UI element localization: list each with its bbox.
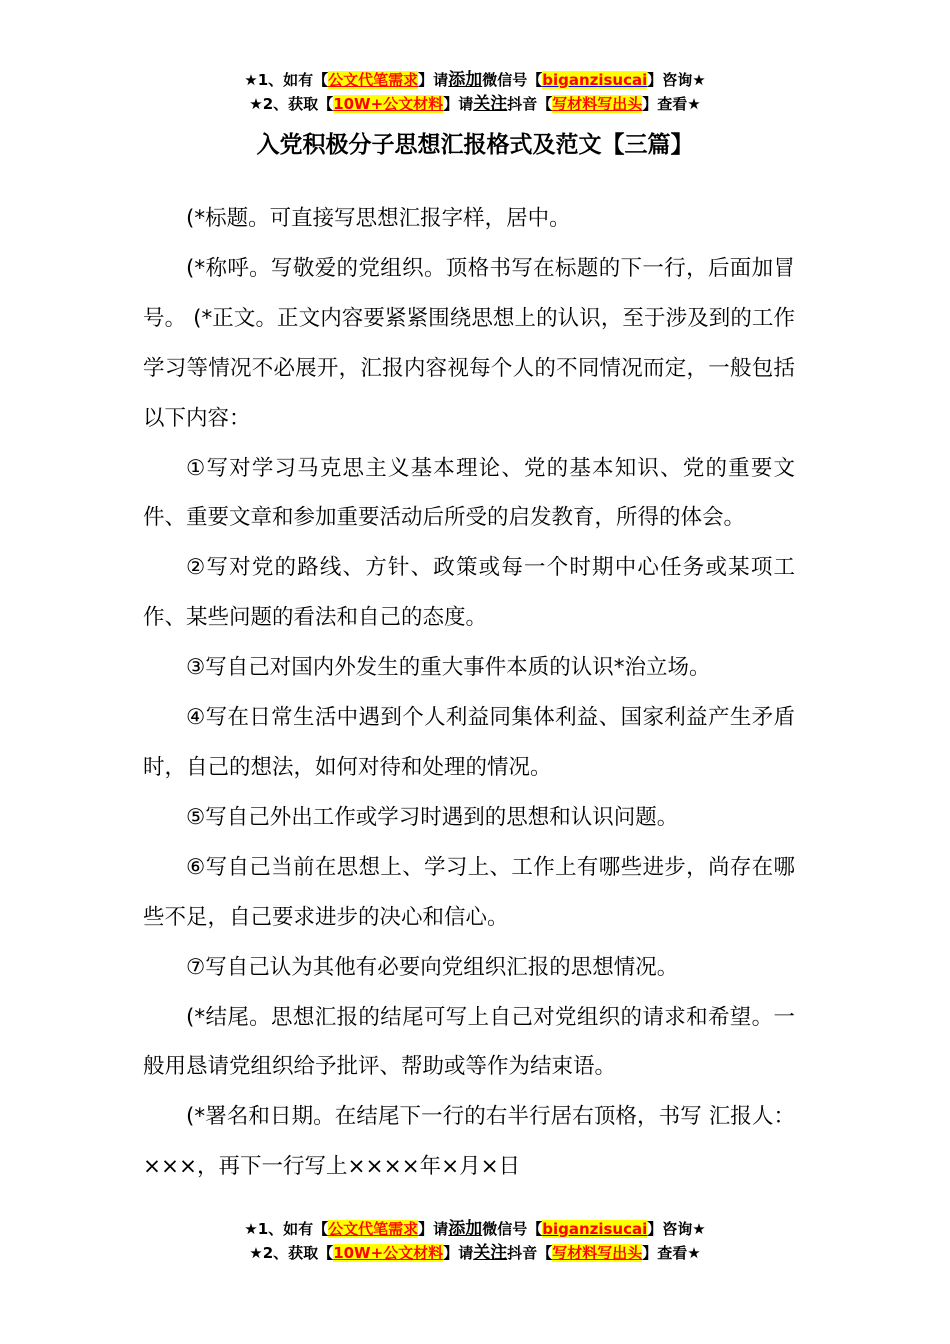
footer-banner [0,1217,950,1265]
paragraph-item-4: ④写在日常生活中遇到个人利益同集体利益、国家利益产生矛盾时，自己的想法，如何对待和处理的情况。 [143,705,795,780]
document-title: 入党积极分子思想汇报格式及范文【三篇】 [256,132,694,158]
banner-line-1 [0,1217,950,1241]
banner-text: ★1、如有【 [244,1220,329,1238]
highlight-materials: 10W+公文材料 [333,95,444,113]
paragraph-title: (*标题。可直接写思想汇报字样，居中。 [186,206,571,231]
paragraph-ending: (*结尾。思想汇报的结尾可写上自己对党组织的请求和希望。一般用恳请党组织给予批评、帮助或等作为结束语。 [143,1004,795,1080]
banner-text: 】请 [443,95,474,113]
banner-text: 】查看★ [642,95,701,113]
document-body [143,194,795,1192]
banner-text: 】咨询★ [647,1220,706,1238]
banner-text: 微信号【 [482,71,543,89]
paragraph-item-6: ⑥写自己当前在思想上、学习上、工作上有哪些进步，尚存在哪些不足，自己要求进步的决心和信心。 [143,854,795,930]
header-banner [0,68,950,116]
banner-text: ★1、如有【 [244,71,329,89]
banner-emphasis: 添加 [448,1219,483,1239]
banner-text: 抖音【 [507,1244,553,1262]
highlight-service: 公文代笔需求 [328,71,419,89]
banner-text: 】咨询★ [647,71,706,89]
paragraph-salutation: (*称呼。写敬爱的党组织。顶格书写在标题的下一行，后面加冒号。 (*正文。正文内容要紧紧围绕思想上的认识，至于涉及到的工作学习等情况不必展开，汇报内容视每个人的不同情况而定，一般包括以下内容： [143,255,795,431]
paragraph-item-1: ①写对学习马克思主义基本理论、党的基本知识、党的重要文件、重要文章和参加重要活动后所受的启发教育，所得的体会。 [143,455,795,531]
banner-text: 微信号【 [482,1220,543,1238]
banner-text: 】请 [443,1244,474,1262]
banner-emphasis: 关注 [473,94,508,114]
paragraph-item-7: ⑦写自己认为其他有必要向党组织汇报的思想情况。 [186,954,679,980]
highlight-douyin: 写材料写出头 [552,1244,643,1262]
banner-line-2 [0,92,950,116]
banner-emphasis: 添加 [448,70,483,90]
banner-text: ★2、获取【 [249,1244,334,1262]
banner-line-1 [0,68,950,92]
banner-text: ★2、获取【 [249,95,334,113]
banner-text: 】请 [418,71,449,89]
highlight-materials: 10W+公文材料 [333,1244,444,1262]
paragraph-signature: (*署名和日期。在结尾下一行的右半行居右顶格，书写 汇报人：×××，再下一行写上××××年×月×日 [143,1104,795,1180]
banner-emphasis: 关注 [473,1243,508,1263]
paragraph-item-2: ②写对党的路线、方针、政策或每一个时期中心任务或某项工作、某些问题的看法和自己的态度。 [143,555,795,631]
highlight-service: 公文代笔需求 [328,1220,419,1238]
banner-line-2 [0,1241,950,1265]
paragraph-item-3: ③写自己对国内外发生的重大事件本质的认识*治立场。 [186,655,711,681]
highlight-douyin: 写材料写出头 [552,95,643,113]
banner-text: 】请 [418,1220,449,1238]
banner-text: 】查看★ [642,1244,701,1262]
highlight-wechat-id: biganzisucai [542,71,648,89]
banner-text: 抖音【 [507,95,553,113]
paragraph-item-5: ⑤写自己外出工作或学习时遇到的思想和认识问题。 [186,804,679,830]
highlight-wechat-id: biganzisucai [542,1220,648,1238]
